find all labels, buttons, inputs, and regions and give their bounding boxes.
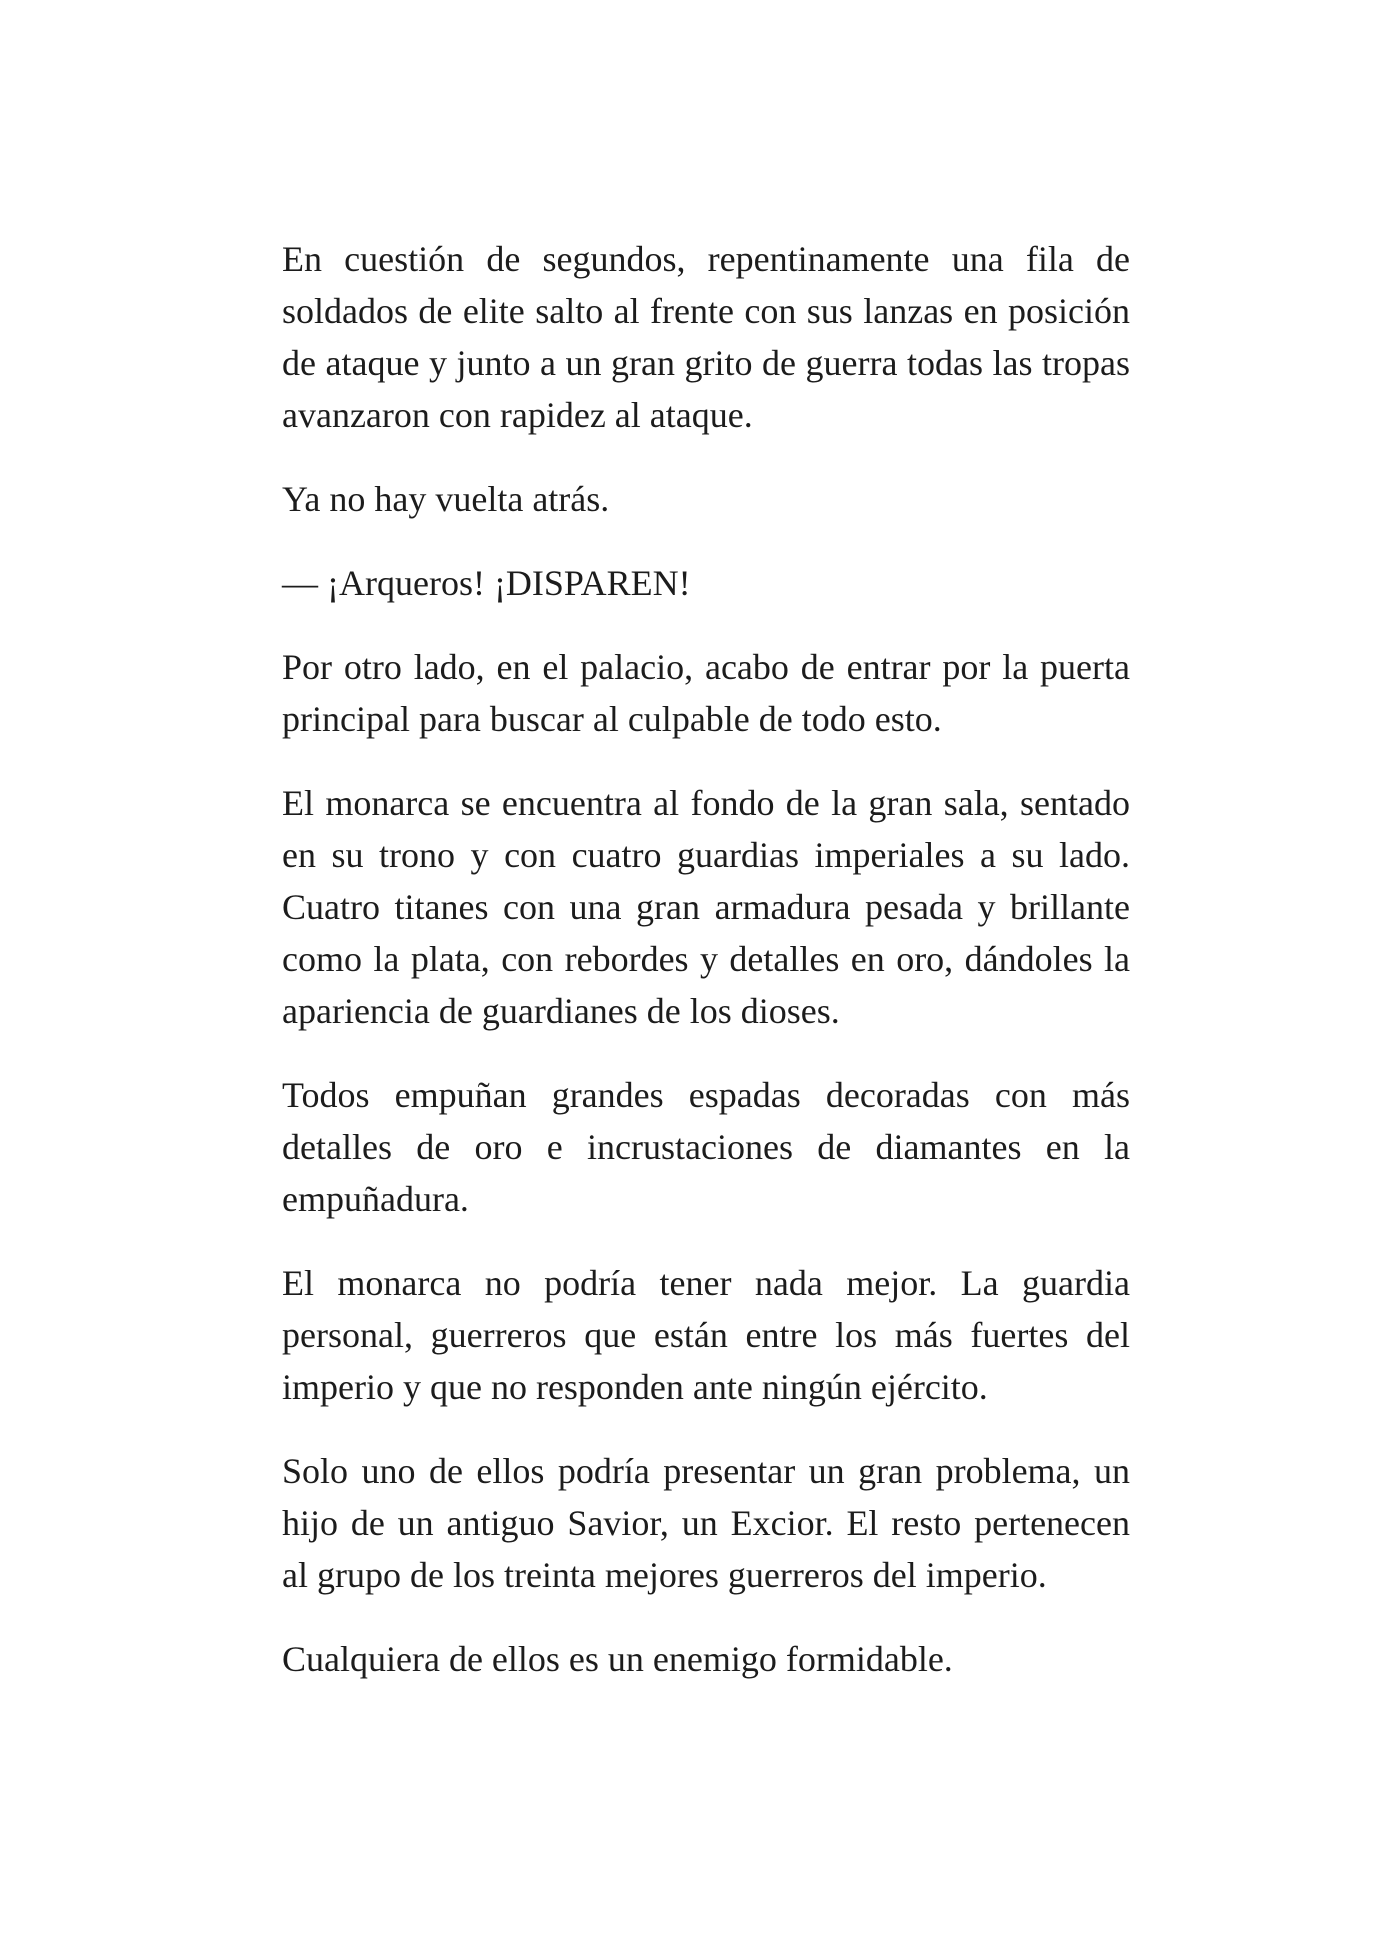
- body-text: [282, 233, 1130, 1717]
- paragraph: Todos empuñan grandes espadas decoradas con más detalles de oro e incrustaciones de diamantes en la empuñadura.: [282, 1075, 1130, 1219]
- dialogue-line: — ¡Arqueros! ¡DISPAREN!: [282, 563, 691, 603]
- paragraph: En cuestión de segundos, repentinamente una fila de soldados de elite salto al frente con sus lanzas en posición de ataque y junto a un gran grito de guerra todas las tropas avanzaron con rapidez al ataque.: [282, 239, 1130, 435]
- paragraph: Ya no hay vuelta atrás.: [282, 479, 610, 519]
- paragraph: El monarca no podría tener nada mejor. La guardia personal, guerreros que están entre los más fuertes del imperio y que no responden ante ningún ejército.: [282, 1263, 1130, 1407]
- paragraph: Por otro lado, en el palacio, acabo de entrar por la puerta principal para buscar al culpable de todo esto.: [282, 647, 1130, 739]
- paragraph: El monarca se encuentra al fondo de la gran sala, sentado en su trono y con cuatro guardias imperiales a su lado. Cuatro titanes con una gran armadura pesada y brillante como la plata, con rebordes y detalles en oro, dándoles la apariencia de guardianes de los dioses.: [282, 783, 1130, 1031]
- paragraph: Cualquiera de ellos es un enemigo formidable.: [282, 1639, 953, 1679]
- paragraph: Solo uno de ellos podría presentar un gran problema, un hijo de un antiguo Savior, un Excior. El resto pertenecen al grupo de los treinta mejores guerreros del imperio.: [282, 1451, 1130, 1595]
